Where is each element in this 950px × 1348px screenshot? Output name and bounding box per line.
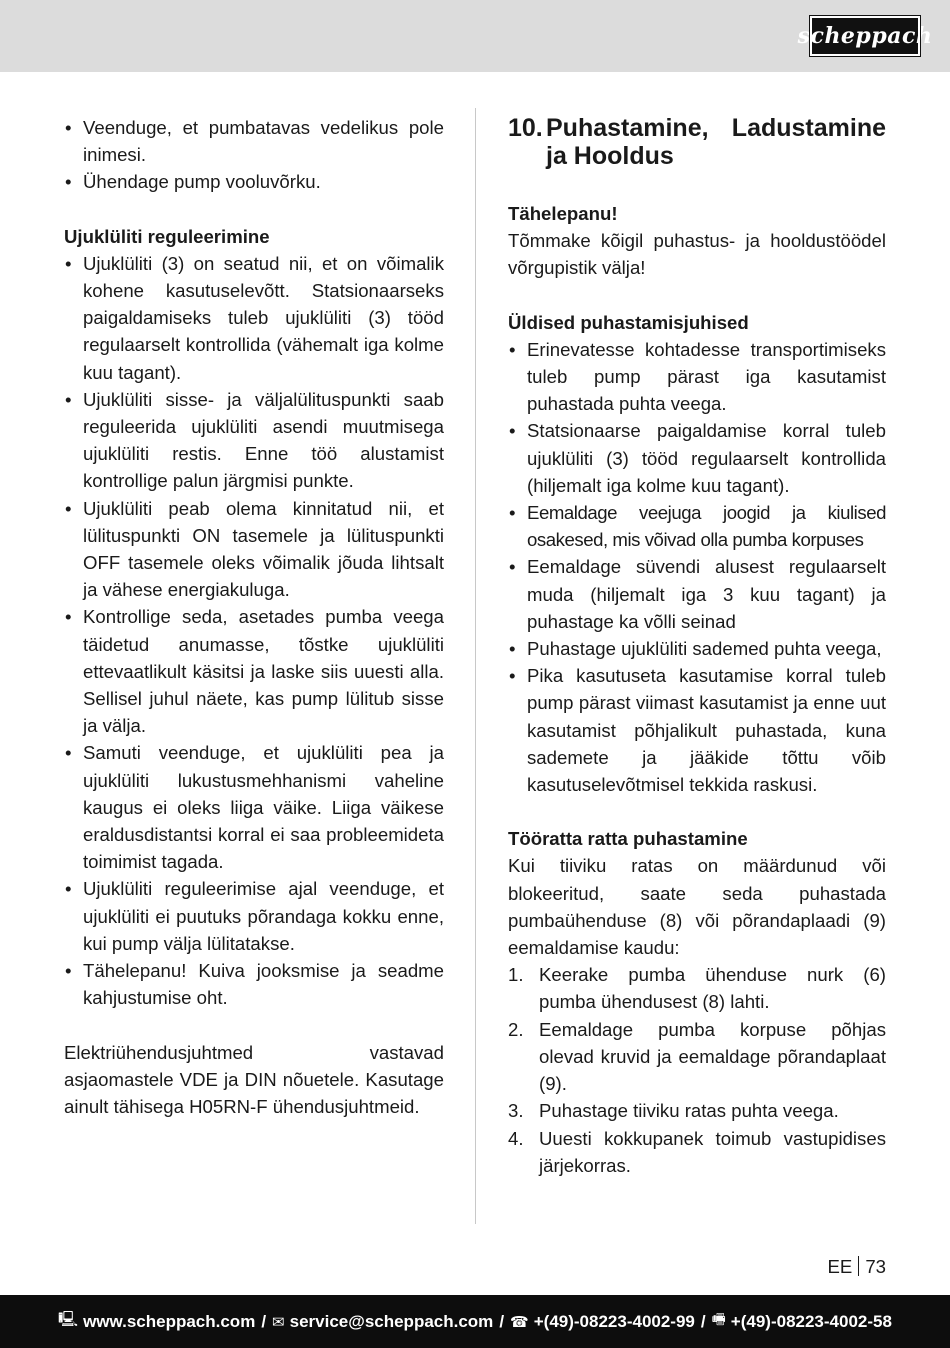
float-switch-bullet-list [64,250,444,1012]
page-footer [0,1295,950,1348]
phone-number: +(49)-08223-4002-99 [533,1311,695,1331]
attention-heading: Tähelepanu! [508,203,618,224]
list-item [508,1125,886,1179]
phone-icon: ☎ [510,1313,529,1331]
step-text: Keerake pumba ühenduse nurk (6) pumba ühendusest (8) lahti. [539,964,886,1013]
section-title [508,114,886,170]
step-number: 3. [508,1100,524,1122]
general-cleaning-bullet-list [508,336,886,798]
list-item: • Ujuklüliti sisse- ja väljalülituspunkti saab reguleerida ujuklüliti asendi muutmisega ujuklüliti restis. Enne töö alustamist kontrollige palun järgmisi punkte. [64,386,444,495]
impeller-cleaning-heading: Tööratta ratta puhastamine [508,828,748,850]
footer-separator: / [700,1311,706,1331]
list-item [508,961,886,1015]
list-item: • Ujuklüliti peab olema kinnitatud nii, et lülituspunkti ON tasemele ja lülituspunkti OFF tasemele oleks võimalik jõuda lihtsalt ja vähese energiakuluga. [64,495,444,604]
step-number: 2. [508,1018,524,1040]
email-link[interactable]: service@scheppach.com [289,1311,494,1331]
footer-separator: / [261,1311,267,1331]
list-item: • Samuti veenduge, et ujuklüliti pea ja ujuklüliti lukustusmehhanismi vaheline kaugus ei oleks liiga väike. Liiga väikese eraldusdistantsi korral ei saa probleemideta toimimist tagada. [64,739,444,875]
list-item: • Ujuklüliti (3) on seatud nii, et on võimalik kohene kasutuselevõtt. Statsionaarseks paigaldamiseks tuleb ujuklüliti (3) tööd regulaarselt kontrollida (vähemalt iga kolme kuu tagant). [64,250,444,386]
list-item: • Erinevatesse kohtadesse transportimiseks tuleb pump pärast iga kasutamist puhastada puhta veega. [508,336,886,418]
list-item [508,1016,886,1098]
page-number [828,1256,887,1278]
scheppach-logo: scheppach [810,16,920,56]
page-number-value: 73 [865,1256,886,1277]
cable-note: Elektriühendusjuhtmed vastavad asjaomastele VDE ja DIN nõuetele. Kasutage ainult tähisega H05RN-F ühendusjuhtmeid. [64,1041,444,1117]
column-divider [475,108,476,1224]
general-cleaning-heading: Üldised puhastamisjuhised [508,311,749,333]
page-number-divider [858,1256,859,1276]
list-item: • Ühendage pump vooluvõrku. [64,168,444,195]
attention-text: Tõmmake kõigil puhastus- ja hooldustöödel võrgupistik välja! [508,230,886,279]
list-item: • Statsionaarse paigaldamise korral tuleb ujuklüliti (3) tööd regulaarselt kontrollida (hiljemalt iga kolme kuu tagant). [508,417,886,499]
impeller-steps-list [508,961,886,1179]
list-item: • Ujuklüliti reguleerimise ajal veenduge, et ujuklüliti ei puutuks põrandaga kokku enne, kui pump välja lülitatakse. [64,875,444,957]
step-number: 1. [508,964,524,986]
step-text: Puhastage tiiviku ratas puhta veega. [539,1100,839,1122]
step-text: Eemaldage pumba korpuse põhjas olevad kruvid ja eemaldage põrandaplaat (9). [539,1018,886,1095]
list-item: • Veenduge, et pumbatavas vedelikus pole inimesi. [64,114,444,168]
intro-bullet-list [64,114,444,196]
list-item: • Puhastage ujuklüliti sademed puhta veega, [508,635,886,662]
list-item: • Eemaldage süvendi alusest regulaarselt muda (hiljemalt iga 3 kuu tagant) ja puhastage ka võlli seinad [508,553,886,635]
step-number: 4. [508,1127,524,1149]
list-item: • Pika kasutuseta kasutamise korral tuleb pump pärast viimast kasutamist ja enne uut kasutamist põhjalikult puhastada, kuna sademete ja jääkide tõttu võib kasutuselevõtmisel tekkida raskusi. [508,662,886,798]
list-item: • Kontrollige seda, asetades pumba veega täidetud anumasse, tõstke ujuklüliti ettevaatlikult käsitsi ja laske siis uuesti alla. Sellisel juhul näete, kas pump lülitub sisse ja välja. [64,603,444,739]
left-column [64,114,444,1120]
float-switch-heading: Ujuklüliti reguleerimine [64,225,270,247]
mail-icon: ✉ [272,1313,285,1331]
section-number: 10. [508,114,543,142]
impeller-cleaning-text: Kui tiiviku ratas on määrdunud või blokeeritud, saate seda puhastada pumbaühenduse (8) või põrandaplaadi (9) eemaldamise kaudu: [508,855,886,959]
fax-number: +(49)-08223-4002-58 [730,1311,892,1331]
computer-icon: 🖳 [58,1311,79,1328]
section-title-text: Puhastamine, Ladustamine ja Hooldus [546,114,886,170]
right-column [508,114,886,1179]
list-item: • Tähelepanu! Kuiva jooksmise ja seadme kahjustumise oht. [64,957,444,1011]
language-code: EE [827,1256,853,1277]
website-link[interactable]: www.scheppach.com [83,1311,256,1331]
page-header [0,0,950,72]
footer-separator: / [499,1311,505,1331]
step-text: Uuesti kokkupanek toimub vastupidises järjekorras. [539,1127,886,1176]
list-item [508,1097,886,1124]
fax-icon: 🖷 [711,1311,726,1328]
list-item: • Eemaldage veejuga joogid ja kiulised osakesed, mis võivad olla pumba korpuses [508,499,886,553]
